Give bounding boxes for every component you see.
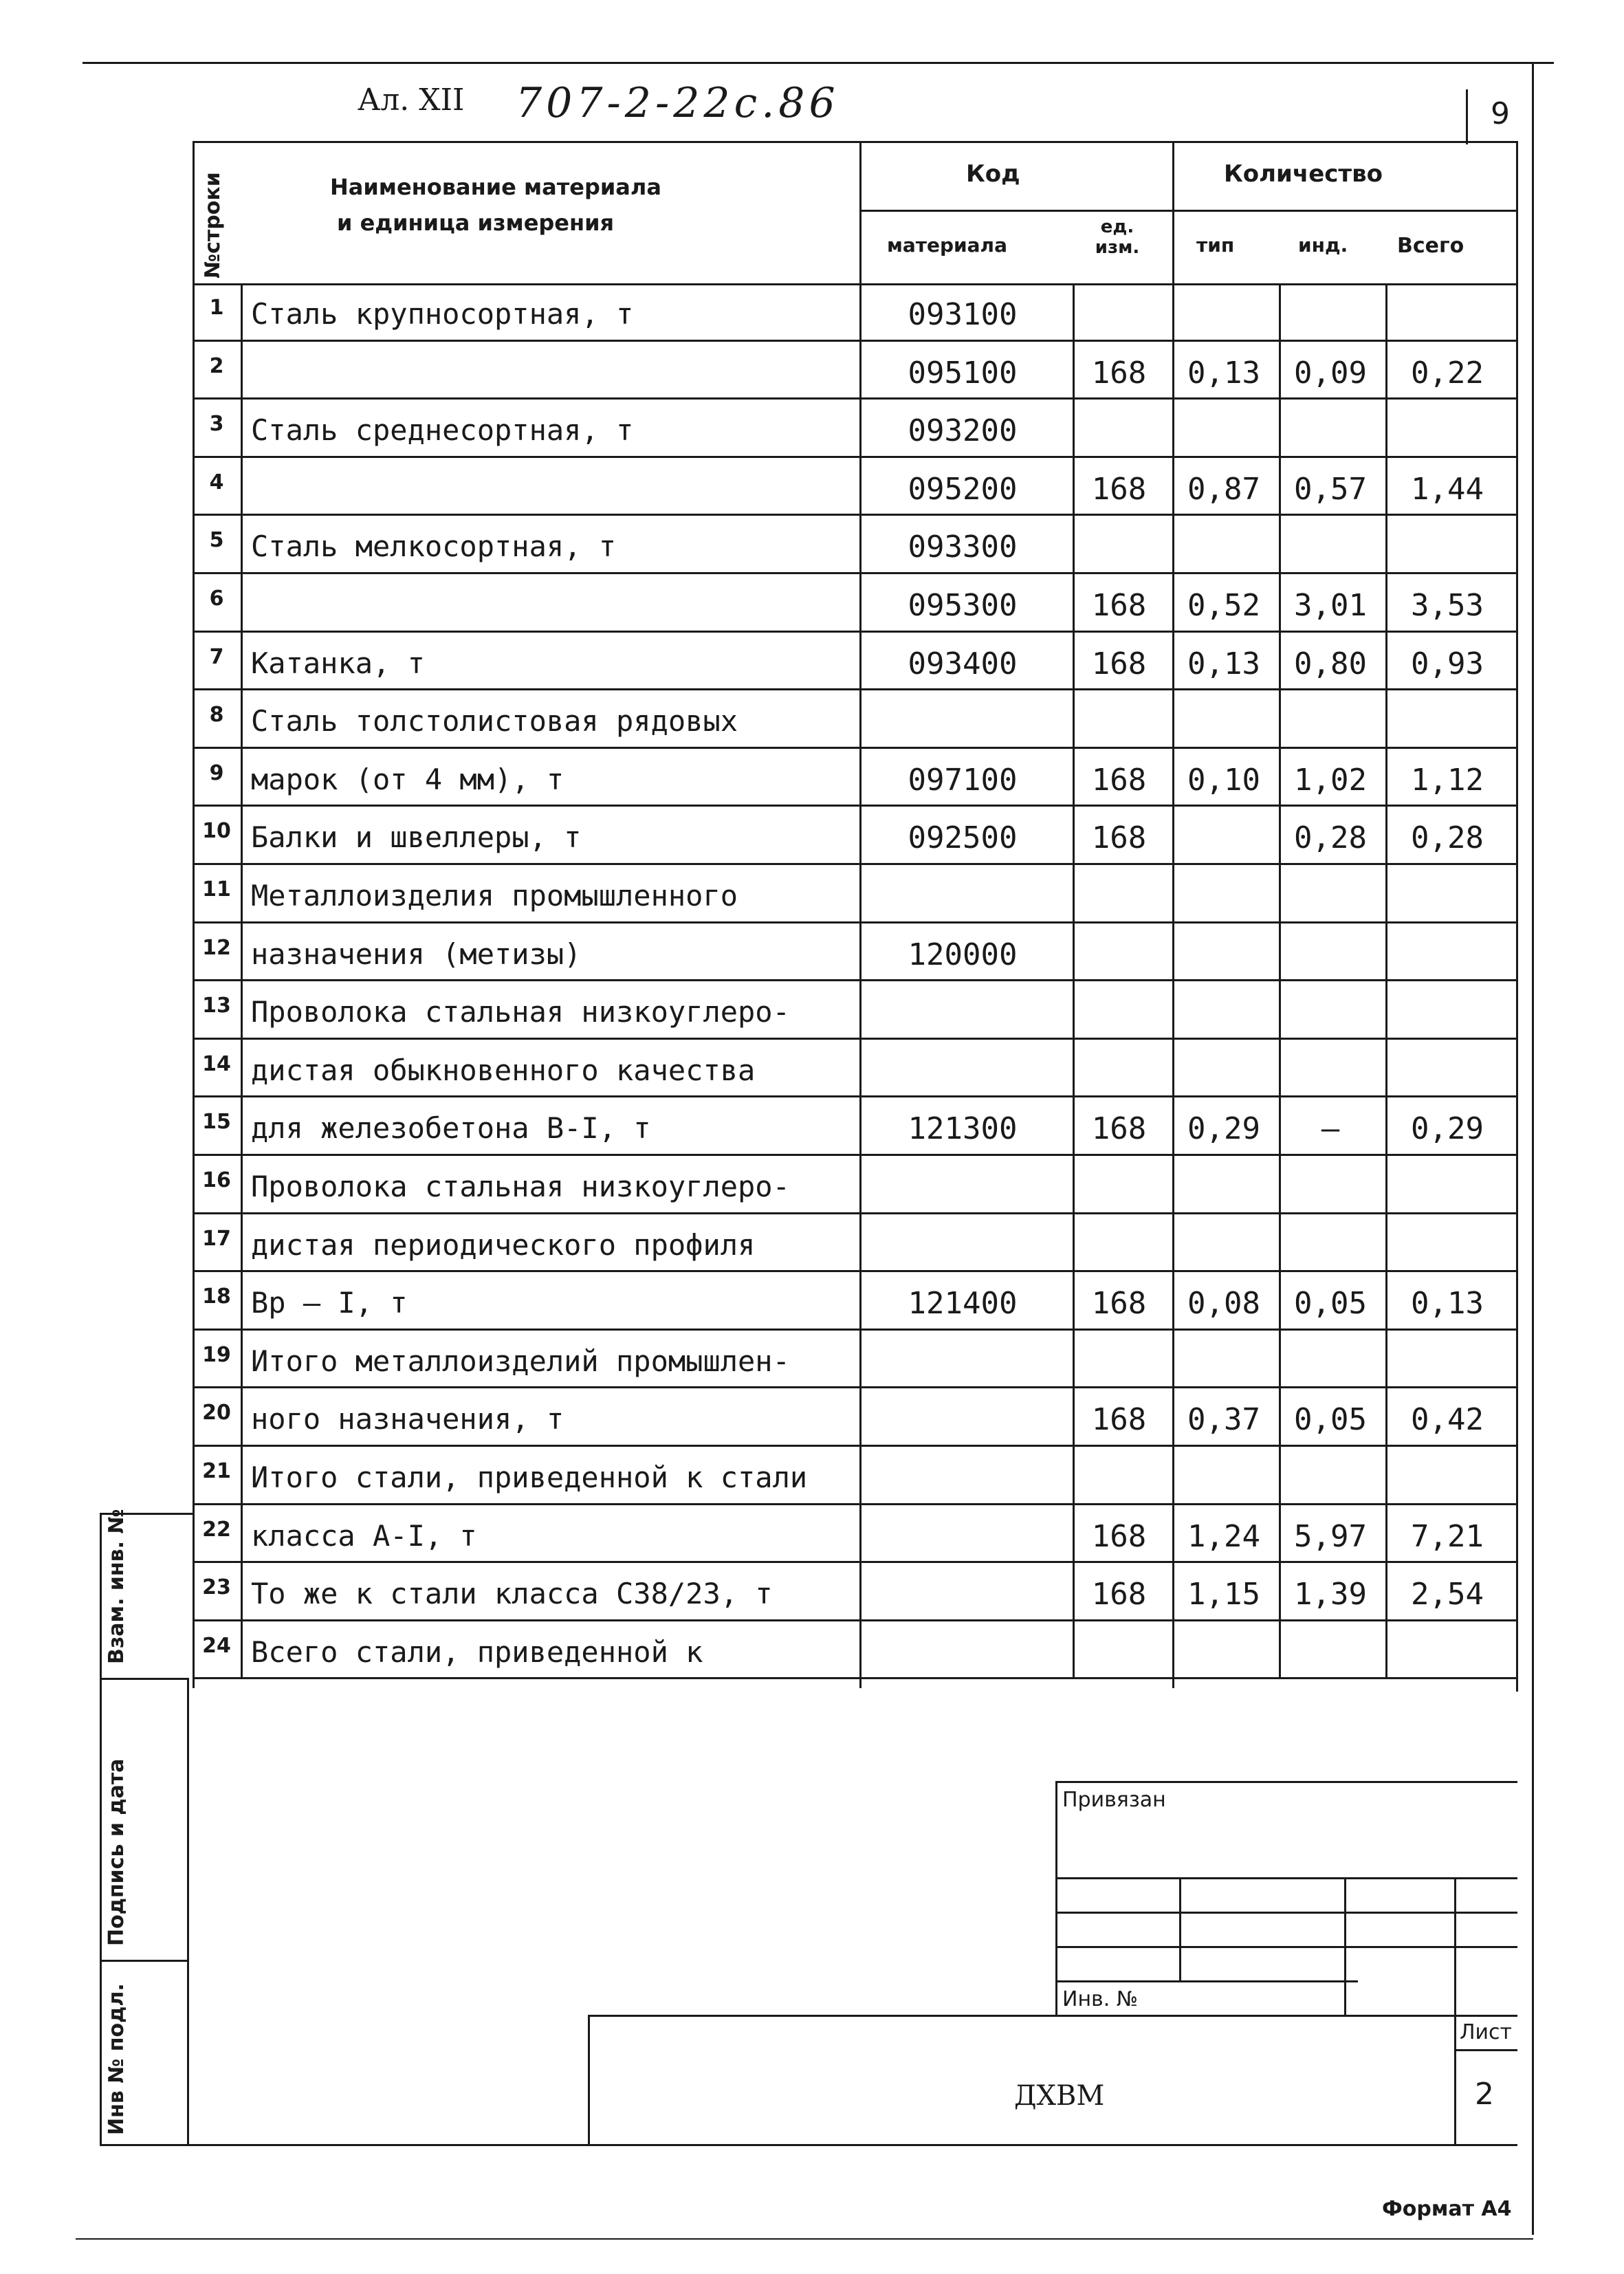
material-code: 093400	[908, 646, 1018, 681]
material-name: для железобетона В-I, т	[251, 1111, 651, 1146]
table-row	[193, 981, 1518, 1040]
qty-typ: 0,13	[1187, 646, 1260, 681]
table-row	[193, 1214, 1518, 1273]
row-number: 4	[209, 470, 224, 494]
material-name: Катанка, т	[251, 646, 425, 680]
unit-code: 168	[1091, 1402, 1147, 1438]
table-row	[193, 865, 1518, 923]
material-code: 093300	[908, 529, 1018, 565]
row-number-header: №строки	[201, 172, 225, 278]
qty-total: 0,13	[1411, 1286, 1484, 1322]
inv-no-label: Инв. №	[1062, 1987, 1139, 2011]
sheet-number: 2	[1475, 2077, 1494, 2112]
qty-ind: 3,01	[1294, 588, 1367, 623]
material-name: Сталь мелкосортная, т	[251, 529, 617, 564]
row-number: 3	[209, 412, 224, 437]
qty-total: 3,53	[1411, 588, 1484, 623]
unit-code: 168	[1091, 355, 1147, 391]
material-name: Сталь крупносортная, т	[251, 297, 634, 331]
qty-ind: 0,57	[1294, 471, 1367, 507]
qty-ind: 1,02	[1294, 762, 1367, 798]
sheet-label: Лист	[1460, 2020, 1513, 2044]
row-number: 21	[202, 1459, 231, 1483]
table-row	[193, 1272, 1518, 1331]
material-name: Всего стали, приведенной к	[251, 1635, 703, 1669]
qty-ind: 1,39	[1294, 1577, 1367, 1612]
row-number: 9	[209, 761, 224, 785]
material-name: Итого металлоизделий промышлен-	[251, 1344, 790, 1378]
qty-ind: 0,28	[1294, 820, 1367, 856]
qty-typ: 0,29	[1187, 1111, 1260, 1147]
qty-ind: 0,09	[1294, 355, 1367, 391]
row-number: 19	[202, 1342, 231, 1367]
qty-total: 0,29	[1411, 1111, 1484, 1147]
unit-code: 168	[1091, 1111, 1147, 1147]
unit-code: 168	[1091, 820, 1147, 856]
code-material-header: материала	[887, 234, 1007, 256]
name-header-line2: и единица измерения	[337, 210, 615, 236]
material-name: Проволока стальная низкоуглеро-	[251, 1170, 790, 1203]
code-header: Код	[966, 160, 1020, 188]
row-number: 14	[202, 1051, 231, 1076]
material-code: 092500	[908, 820, 1018, 856]
qty-total-header: Всего	[1397, 234, 1464, 258]
unit-code: 168	[1091, 1286, 1147, 1322]
material-name: назначения (метизы)	[251, 937, 582, 971]
side-vzam-label: Взам. инв. №	[105, 1509, 129, 1664]
row-number: 13	[202, 994, 231, 1018]
qty-total: 0,93	[1411, 646, 1484, 681]
row-number: 23	[202, 1575, 231, 1600]
material-name: ного назначения, т	[251, 1402, 564, 1436]
row-number: 1	[209, 296, 224, 320]
table-row	[193, 1505, 1518, 1564]
qty-ind: 0,80	[1294, 646, 1367, 681]
material-code: 121400	[908, 1286, 1018, 1322]
qty-ind: –	[1321, 1111, 1340, 1147]
row-number: 22	[202, 1517, 231, 1542]
qty-ind: 5,97	[1294, 1518, 1367, 1554]
qty-typ: 0,08	[1187, 1286, 1260, 1322]
material-name: Итого стали, приведенной к стали	[251, 1461, 808, 1494]
row-number: 6	[209, 587, 224, 611]
table-row	[193, 574, 1518, 633]
material-name: Металлоизделия промышленного	[251, 879, 738, 912]
unit-code: 168	[1091, 646, 1147, 681]
material-name: То же к стали класса С38/23, т	[251, 1577, 773, 1611]
table-row	[193, 749, 1518, 807]
row-number: 17	[202, 1226, 231, 1251]
row-number: 10	[202, 819, 231, 844]
table-row	[193, 458, 1518, 516]
material-code: 095100	[908, 355, 1018, 391]
title-block	[588, 2015, 1517, 2145]
qty-total: 1,12	[1411, 762, 1484, 798]
material-name: Сталь толстолистовая рядовых	[251, 704, 738, 739]
qty-total: 0,28	[1411, 820, 1484, 856]
qty-total: 0,22	[1411, 355, 1484, 391]
privyazan-label: Привязан	[1062, 1788, 1166, 1812]
project-code: 707-2-22с.86	[516, 79, 840, 127]
qty-ind: 0,05	[1294, 1402, 1367, 1438]
qty-typ: 0,52	[1187, 588, 1260, 623]
side-inv-podl-label: Инв № подл.	[105, 1983, 129, 2135]
row-number: 16	[202, 1168, 231, 1192]
stamp-block	[1055, 1781, 1517, 2015]
material-code: 097100	[908, 762, 1018, 798]
unit-code: 168	[1091, 762, 1147, 798]
table-row	[193, 1156, 1518, 1214]
material-name: класса А-I, т	[251, 1518, 477, 1553]
table-row	[193, 807, 1518, 865]
table-row	[193, 1097, 1518, 1156]
row-number: 2	[209, 353, 224, 378]
table-row	[193, 1563, 1518, 1621]
qty-typ: 0,37	[1187, 1402, 1260, 1438]
table-row	[193, 1621, 1518, 1680]
qty-total: 2,54	[1411, 1577, 1484, 1612]
page-number: 9	[1491, 96, 1510, 131]
material-name: Проволока стальная низкоуглеро-	[251, 995, 790, 1029]
table-row	[193, 516, 1518, 574]
material-name: марок (от 4 мм), т	[251, 762, 564, 796]
row-number: 24	[202, 1633, 231, 1658]
table-row	[193, 690, 1518, 749]
unit-code: 168	[1091, 588, 1147, 623]
table-row	[193, 283, 1518, 342]
material-name: Балки и швеллеры, т	[251, 820, 582, 855]
album-label: Ал. XII	[358, 83, 465, 118]
qty-total: 0,42	[1411, 1402, 1484, 1438]
table-row	[193, 1388, 1518, 1447]
unit-code: 168	[1091, 471, 1147, 507]
material-code: 095200	[908, 471, 1018, 507]
table-row	[193, 1331, 1518, 1389]
material-name: дистая периодического профиля	[251, 1227, 756, 1262]
material-code: 120000	[908, 937, 1018, 972]
table-row	[193, 633, 1518, 691]
table-row	[193, 1447, 1518, 1505]
table-body	[193, 283, 1518, 1693]
row-number: 12	[202, 935, 231, 960]
table-row	[193, 400, 1518, 458]
table-row	[193, 1040, 1518, 1098]
material-name: Вр – I, т	[251, 1286, 408, 1320]
qty-ind: 0,05	[1294, 1286, 1367, 1322]
format-label: Формат А4	[1382, 2197, 1512, 2221]
material-code: 093100	[908, 297, 1018, 332]
code-unit-header: ед. изм.	[1095, 217, 1140, 258]
qty-typ: 0,87	[1187, 471, 1260, 507]
name-header-line1: Наименование материала	[330, 174, 661, 200]
table-row	[193, 342, 1518, 400]
row-number: 20	[202, 1401, 231, 1425]
material-code: 121300	[908, 1111, 1018, 1147]
qty-ind-header: инд.	[1298, 234, 1348, 256]
qty-typ: 0,10	[1187, 762, 1260, 798]
qty-typ: 0,13	[1187, 355, 1260, 391]
row-number: 18	[202, 1284, 231, 1309]
material-code: 093200	[908, 413, 1018, 449]
quantity-header: Количество	[1224, 160, 1383, 188]
qty-total: 7,21	[1411, 1518, 1484, 1554]
row-number: 8	[209, 703, 224, 728]
side-podpis-label: Подпись и дата	[105, 1758, 129, 1946]
material-name: Сталь среднесортная, т	[251, 413, 634, 448]
row-number: 7	[209, 644, 224, 669]
row-number: 5	[209, 528, 224, 553]
qty-typ: 1,24	[1187, 1518, 1260, 1554]
drawing-code: ДХВМ	[1014, 2080, 1105, 2112]
qty-typ-header: тип	[1196, 234, 1235, 256]
unit-code: 168	[1091, 1577, 1147, 1612]
material-name: дистая обыкновенного качества	[251, 1053, 756, 1087]
material-code: 095300	[908, 588, 1018, 623]
row-number: 15	[202, 1110, 231, 1135]
row-number: 11	[202, 877, 231, 901]
qty-typ: 1,15	[1187, 1577, 1260, 1612]
qty-total: 1,44	[1411, 471, 1484, 507]
table-header	[193, 141, 1518, 285]
table-row	[193, 923, 1518, 982]
unit-code: 168	[1091, 1518, 1147, 1554]
